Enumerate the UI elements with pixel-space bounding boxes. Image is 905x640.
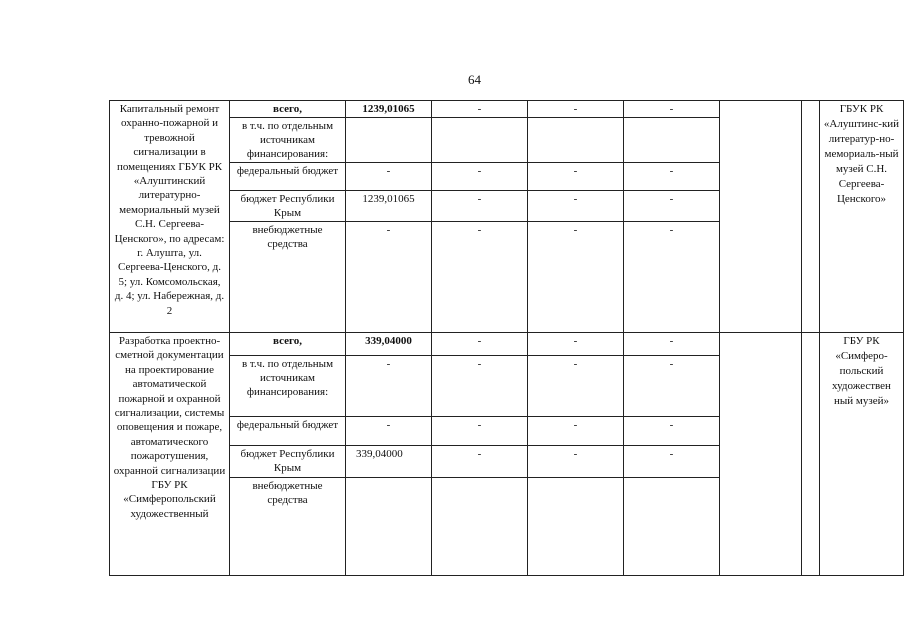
total-value: -	[346, 356, 432, 417]
source-label: внебюджетные средства	[230, 222, 346, 333]
source-label: всего,	[230, 333, 346, 356]
year-value: -	[624, 163, 720, 191]
year-value: -	[528, 191, 624, 222]
responsible-organization: ГБУК РК «Алуштинс-кий литератур-но-мемориаль-ный музей С.Н. Сергеева-Ценского»	[820, 101, 904, 333]
source-label: бюджет Республики Крым	[230, 191, 346, 222]
year-value: -	[624, 417, 720, 446]
total-value: -	[346, 417, 432, 446]
empty-cell	[802, 333, 820, 576]
source-label: бюджет Республики Крым	[230, 446, 346, 478]
source-label: федеральный бюджет	[230, 163, 346, 191]
year-value: -	[528, 222, 624, 333]
total-value: -	[346, 163, 432, 191]
page-number: 64	[468, 72, 481, 87]
source-label: в т.ч. по отдельным источникам финансирования:	[230, 118, 346, 163]
year-value: -	[432, 446, 528, 478]
year-value: -	[432, 163, 528, 191]
year-value: -	[432, 333, 528, 356]
responsible-organization: ГБУ РК «Симферо-польский художествен ный музей»	[820, 333, 904, 576]
empty-cell	[720, 101, 802, 333]
year-value	[624, 118, 720, 163]
year-value	[432, 118, 528, 163]
year-value: -	[432, 101, 528, 118]
source-label: внебюджетные средства	[230, 478, 346, 576]
year-value	[528, 478, 624, 576]
total-value: 339,04000	[346, 446, 432, 478]
year-value: -	[432, 356, 528, 417]
year-value	[528, 118, 624, 163]
table-row	[110, 101, 904, 118]
year-value: -	[624, 446, 720, 478]
financing-table	[109, 100, 904, 576]
total-value	[346, 478, 432, 576]
source-label: федеральный бюджет	[230, 417, 346, 446]
year-value: -	[624, 356, 720, 417]
year-value: -	[624, 222, 720, 333]
year-value: -	[528, 356, 624, 417]
empty-cell	[802, 101, 820, 333]
year-value: -	[624, 191, 720, 222]
project-name: Разработка проектно-сметной документации на проектирование автоматической пожарной и охранной сигнализации, системы оповещения и пожаре, автоматического пожаротушения, охранной сигнализации ГБУ РК «Симферопольский художественный	[110, 333, 230, 576]
year-value: -	[528, 333, 624, 356]
year-value: -	[624, 101, 720, 118]
year-value	[432, 478, 528, 576]
year-value: -	[432, 191, 528, 222]
source-label: всего,	[230, 101, 346, 118]
year-value: -	[624, 333, 720, 356]
year-value: -	[528, 101, 624, 118]
empty-cell	[720, 333, 802, 576]
total-value	[346, 118, 432, 163]
year-value: -	[528, 163, 624, 191]
source-label: в т.ч. по отдельным источникам финансирования:	[230, 356, 346, 417]
table-row	[110, 333, 904, 356]
year-value: -	[432, 222, 528, 333]
year-value: -	[528, 417, 624, 446]
year-value	[624, 478, 720, 576]
project-name: Капитальный ремонт охранно-пожарной и тревожной сигнализации в помещениях ГБУК РК «Алуштинский литературно-мемориальный музей С.Н. Сергеева-Ценского», по адресам: г. Алушта, ул. Сергеева-Ценского, д. 5; ул. Комсомольская, д. 4; ул. Набережная, д. 2	[110, 101, 230, 333]
total-value: -	[346, 222, 432, 333]
year-value: -	[528, 446, 624, 478]
total-value: 1239,01065	[346, 191, 432, 222]
total-value: 1239,01065	[346, 101, 432, 118]
year-value: -	[432, 417, 528, 446]
total-value: 339,04000	[346, 333, 432, 356]
